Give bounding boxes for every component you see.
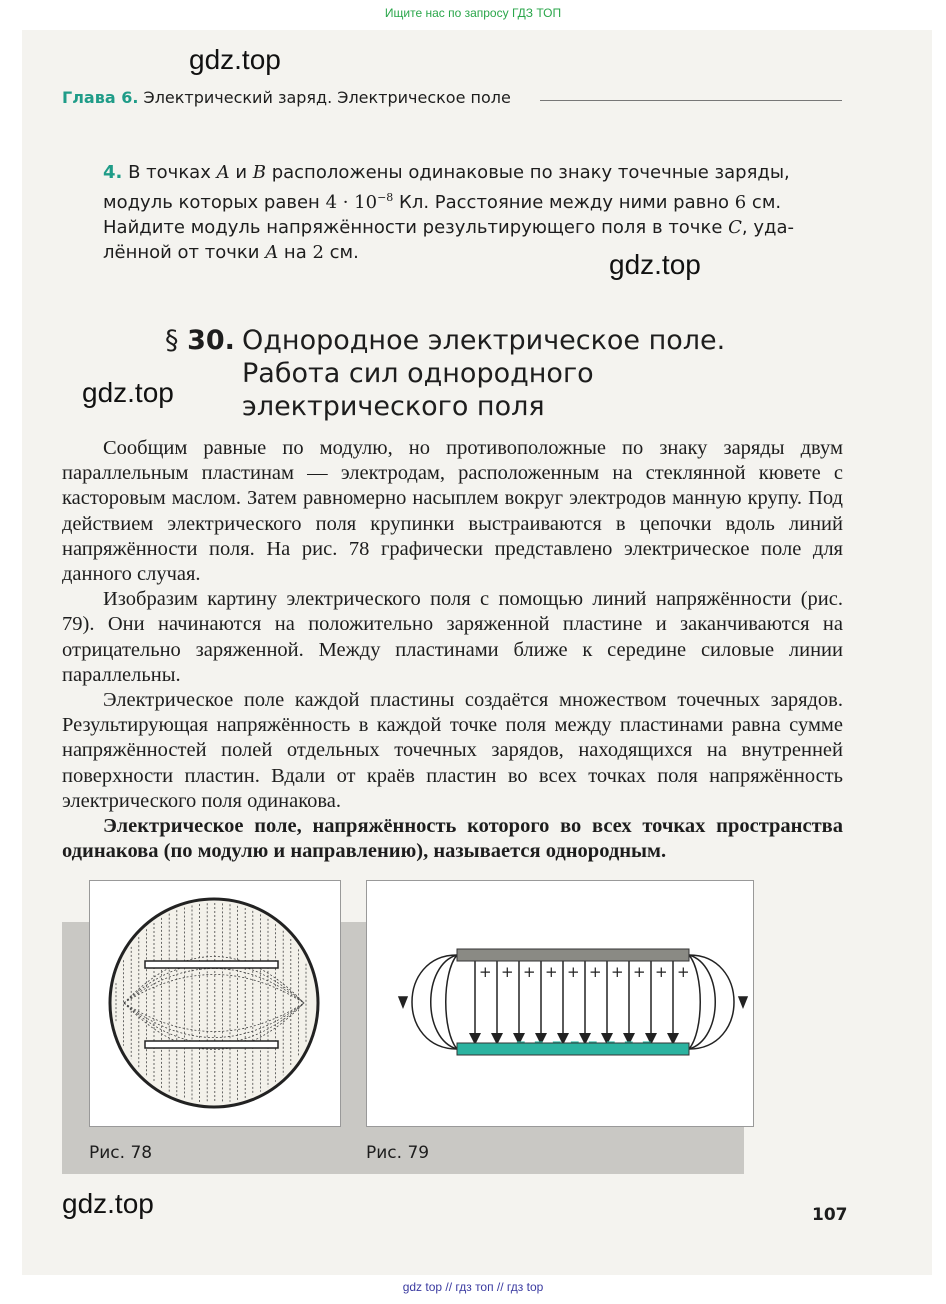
negative-plate bbox=[457, 1043, 689, 1055]
plus-sign: + bbox=[655, 963, 668, 981]
task-text: Кл. Расстояние между ними равно bbox=[393, 192, 735, 213]
task-text: расположены одинаковые по знаку точечные заряды, bbox=[265, 162, 790, 183]
task-text: см. bbox=[323, 242, 359, 263]
curved-field-line bbox=[689, 955, 715, 1049]
cuvette-circle bbox=[110, 899, 318, 1107]
charge-value: 4 · 10 bbox=[325, 192, 378, 213]
task-text: лённой от точки bbox=[103, 242, 266, 263]
paragraph: Электрическое поле каждой пластины создаётся множеством точечных зарядов. Результирующая напряжённость в каждой точке поля между пластинами равна сумме напряжённостей полей отдельных точечных зарядов, находящихся на внутренней поверхности пластин. Вдали от краёв пластин во всех точках поля напряжённость электрического поля одинакова. bbox=[62, 689, 843, 812]
electrode-top bbox=[145, 961, 278, 968]
chapter-label: Глава 6. bbox=[62, 88, 139, 107]
task-text: модуль которых равен bbox=[103, 192, 326, 213]
plus-sign: + bbox=[589, 963, 602, 981]
minus-sign: _ bbox=[553, 1025, 561, 1043]
watermark: gdz.top bbox=[62, 1188, 154, 1219]
minus-sign: _ bbox=[625, 1025, 633, 1043]
figure-78-caption: Рис. 78 bbox=[89, 1143, 153, 1163]
top-search-hint[interactable]: Ищите нас по запросу ГДЗ ТОП bbox=[384, 6, 562, 20]
header-rule bbox=[540, 100, 842, 101]
task-4 bbox=[103, 160, 843, 265]
section-title-line: Работа сил однородного bbox=[242, 358, 594, 389]
plus-sign: + bbox=[611, 963, 624, 981]
minus-sign: _ bbox=[643, 1025, 651, 1043]
section-title bbox=[242, 324, 725, 423]
section-title-line: электрического поля bbox=[242, 391, 545, 422]
section-title-line: Однородное электрическое поле. bbox=[242, 325, 726, 356]
point-c: C bbox=[728, 217, 742, 238]
task-text: Найдите модуль напряжённости результирующего поля в точке bbox=[103, 217, 729, 238]
plus-sign: + bbox=[501, 963, 514, 981]
positive-plate bbox=[457, 949, 689, 961]
plus-sign: + bbox=[633, 963, 646, 981]
distance-value: 2 bbox=[312, 242, 324, 263]
field-arrow bbox=[739, 997, 747, 1007]
figure-78 bbox=[89, 880, 341, 1127]
chapter-title: Электрический заряд. Электрическое поле bbox=[143, 88, 511, 107]
chapter-header bbox=[62, 88, 511, 107]
figure-79-drawing bbox=[367, 881, 753, 1126]
field-arrow bbox=[399, 997, 407, 1007]
point-b: B bbox=[252, 162, 266, 183]
section-num: 30. bbox=[187, 325, 235, 356]
plus-sign: + bbox=[479, 963, 492, 981]
body-text bbox=[62, 436, 843, 864]
minus-sign: _ bbox=[589, 1025, 597, 1043]
plus-sign: + bbox=[677, 963, 690, 981]
definition: Электрическое поле, напряжённость которого во всех точках пространства одинакова (по модулю и направлению), называется однородным. bbox=[62, 815, 843, 863]
watermark: gdz.top bbox=[189, 44, 281, 75]
plus-sign: + bbox=[545, 963, 558, 981]
point-a: A bbox=[216, 162, 230, 183]
section-number bbox=[165, 324, 235, 357]
charge-exponent: −8 bbox=[377, 191, 394, 204]
figure-79 bbox=[366, 880, 754, 1127]
curved-field-line bbox=[431, 955, 457, 1049]
task-text: см. bbox=[746, 192, 782, 213]
watermark: gdz.top bbox=[609, 249, 701, 280]
distance-value: 6 bbox=[734, 192, 747, 213]
figure-78-drawing bbox=[90, 881, 340, 1126]
page-number: 107 bbox=[812, 1205, 848, 1225]
paragraph: Изобразим картину электрического поля с помощью линий напряжённости (рис. 79). Они начинаются на положительно заряженной пластине и заканчиваются на отрицательно заряженной. Между пластинами ближе к середине силовые линии параллельны. bbox=[62, 588, 843, 686]
electrode-bottom bbox=[145, 1041, 278, 1048]
task-text: и bbox=[229, 162, 253, 183]
minus-sign: _ bbox=[571, 1025, 579, 1043]
minus-sign: _ bbox=[535, 1025, 543, 1043]
task-text: , уда- bbox=[741, 217, 794, 238]
minus-sign: _ bbox=[517, 1025, 525, 1043]
task-number: 4. bbox=[103, 162, 123, 183]
paragraph: Сообщим равные по модулю, но противоположные по знаку заряды двум параллельным пластинам — электродам, расположенным на стеклянной кювете с касторовым маслом. Затем равномерно насыплем вокруг электродов манную крупу. Под действием электрического поля крупинки выстраиваются в цепочки вдоль линий напряжённости поля. На рис. 78 графически представлено электрическое поле для данного случая. bbox=[62, 437, 843, 586]
plus-sign: + bbox=[567, 963, 580, 981]
section-symbol: § bbox=[165, 325, 179, 356]
plus-sign: + bbox=[523, 963, 536, 981]
task-text: В точках bbox=[128, 162, 217, 183]
curved-field-line bbox=[446, 955, 457, 1049]
curved-field-line bbox=[689, 955, 700, 1049]
watermark: gdz.top bbox=[82, 377, 174, 408]
figure-79-caption: Рис. 79 bbox=[366, 1143, 430, 1163]
task-text: на bbox=[278, 242, 313, 263]
bottom-links[interactable]: gdz top // гдз топ // гдз top bbox=[402, 1280, 544, 1294]
minus-sign: _ bbox=[607, 1025, 615, 1043]
minus-charges bbox=[516, 1025, 651, 1044]
point-a: A bbox=[265, 242, 279, 263]
